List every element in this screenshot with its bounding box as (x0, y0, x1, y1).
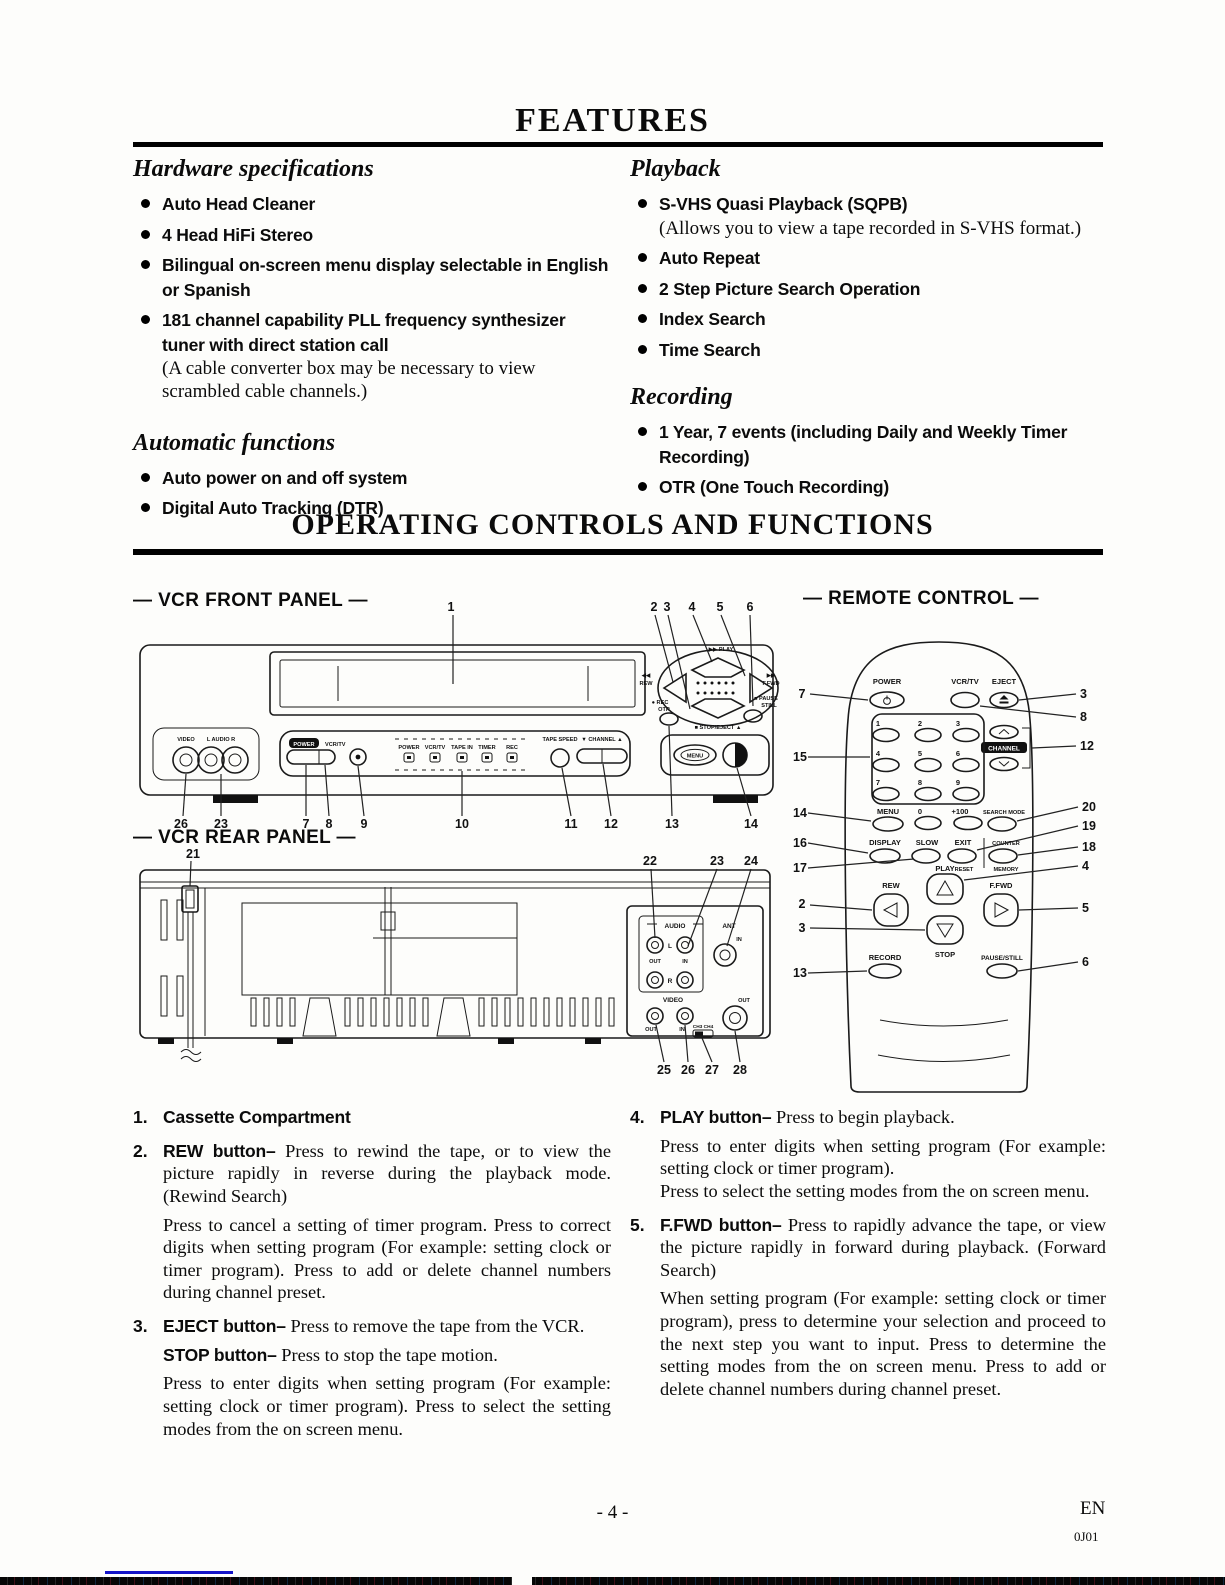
item-sublead: Press to stop the tape motion. (281, 1344, 498, 1365)
svg-text:4: 4 (1082, 859, 1089, 873)
svg-text:6: 6 (746, 600, 754, 614)
audio-l-in-jack (677, 937, 693, 953)
svg-text:VCR/TV: VCR/TV (325, 742, 346, 748)
list-item (630, 246, 1108, 271)
vcr-front-panel-diagram (133, 588, 783, 840)
rf-out-jack (723, 1006, 747, 1030)
playback-heading: Playback (630, 156, 721, 182)
svg-text:■ PAUSE: ■ PAUSE (754, 696, 778, 702)
remote-vcr-tv-button (951, 677, 979, 708)
svg-text:7: 7 (302, 817, 310, 831)
svg-text:R: R (667, 978, 673, 985)
antenna-in-jack (714, 944, 736, 966)
feature-label: S-VHS Quasi Playback (SQPB) (659, 194, 908, 214)
svg-text:12: 12 (1080, 739, 1094, 753)
item-title: REW button– (163, 1140, 276, 1161)
svg-text:6: 6 (955, 749, 961, 758)
svg-text:POWER: POWER (398, 745, 420, 751)
feature-label: Index Search (659, 309, 766, 330)
svg-text:OUT: OUT (649, 959, 661, 965)
svg-text:24: 24 (744, 854, 758, 868)
remote-eject-button (990, 677, 1018, 708)
list-item (630, 420, 1108, 469)
feature-label: 181 channel capability PLL frequency synthesizer tuner with direct station call (162, 310, 566, 355)
rear-jack-panel (627, 906, 763, 1037)
remote-counter-memory-button (984, 838, 1020, 873)
remote-transport-buttons (874, 864, 1018, 959)
svg-text:▶▶: ▶▶ (766, 673, 776, 679)
list-item (630, 192, 1108, 240)
menu-button (674, 745, 716, 765)
item-paragraph: When setting program (For example: setting clock or timer program), press to determine your selection and proceed to the next step you want to input. Press to determine the setting modes from the on screen menu. Press to add or delete channel numbers during channel preset. (660, 1288, 1106, 1399)
svg-text:AUDIO: AUDIO (664, 923, 686, 930)
item-number: 1. (133, 1107, 148, 1127)
svg-text:ANT: ANT (722, 923, 736, 930)
control-item-3 (133, 1315, 611, 1440)
chevron-down-icon (999, 762, 1009, 767)
list-item (133, 253, 611, 302)
feature-label: OTR (One Touch Recording) (659, 477, 889, 498)
remote-slow-button (912, 838, 940, 863)
channel-up-button (990, 726, 1018, 739)
key-8 (915, 788, 941, 801)
triangle-right-icon (995, 903, 1008, 917)
item-title: PLAY button– (660, 1107, 772, 1127)
svg-text:MENU: MENU (686, 753, 704, 760)
svg-text:REW: REW (639, 681, 653, 687)
front-bottom-callouts (174, 726, 758, 831)
svg-text:TIMER: TIMER (478, 745, 496, 751)
svg-text:5: 5 (1082, 901, 1089, 915)
remote-ffwd-button (984, 894, 1018, 926)
eject-icon (1000, 695, 1009, 704)
svg-text:9: 9 (360, 817, 368, 831)
features-title: FEATURES (515, 102, 710, 139)
svg-text:1: 1 (875, 719, 881, 728)
svg-text:VIDEO: VIDEO (662, 997, 684, 1004)
svg-text:OTR: OTR (658, 707, 670, 713)
svg-text:5: 5 (917, 749, 923, 758)
svg-text:0: 0 (917, 807, 923, 816)
features-right-column (630, 156, 1108, 506)
item-lead: Press to remove the tape from the VCR. (290, 1316, 585, 1336)
svg-text:4: 4 (688, 600, 696, 614)
remote-record-button (869, 953, 902, 978)
svg-text:14: 14 (793, 806, 807, 820)
svg-text:OUT: OUT (645, 1027, 657, 1033)
playback-list (630, 192, 1108, 362)
bullet-icon (638, 253, 647, 262)
transport-display-dots (697, 682, 735, 695)
hardware-list (133, 192, 611, 404)
item-subtitle: STOP button– (163, 1344, 277, 1365)
svg-text:VCR/TV: VCR/TV (424, 745, 446, 751)
rear-body (140, 870, 770, 1062)
svg-text:TAPE SPEED: TAPE SPEED (542, 737, 578, 743)
audio-r-in-jack (677, 972, 693, 988)
svg-text:12: 12 (604, 817, 618, 831)
bullet-icon (638, 482, 647, 491)
svg-text:25: 25 (657, 1063, 671, 1077)
list-item (630, 277, 1108, 302)
video-out-jack (647, 1008, 663, 1024)
svg-text:8: 8 (917, 778, 923, 787)
feature-label: Auto Head Cleaner (162, 194, 316, 214)
audio-r-out-jack (647, 972, 663, 988)
item-lead: Press to rapidly advance the tape, or view the picture rapidly in forward during playback. (Forward Search) (660, 1214, 1106, 1280)
chevron-up-icon (999, 730, 1009, 735)
svg-text:OUT: OUT (738, 998, 750, 1004)
list-item (133, 466, 611, 491)
blue-scan-mark (105, 1571, 233, 1574)
language-code: EN (1080, 1498, 1106, 1519)
bullet-icon (638, 284, 647, 293)
triangle-up-icon (937, 881, 953, 895)
svg-text:RESET: RESET (954, 867, 974, 873)
svg-text:27: 27 (705, 1063, 719, 1077)
svg-text:F.FWD: F.FWD (989, 881, 1013, 890)
triangle-down-icon (937, 924, 953, 937)
title-rule (133, 142, 1103, 147)
svg-text:4: 4 (875, 749, 881, 758)
svg-text:+100: +100 (951, 807, 969, 816)
controls-right-column (630, 1106, 1106, 1412)
svg-text:22: 22 (643, 854, 657, 868)
recording-heading: Recording (630, 384, 733, 411)
key-1 (873, 729, 899, 742)
list-item (133, 223, 611, 248)
document-code: 0J01 (1074, 1529, 1099, 1544)
remote-decor-line (880, 1020, 1008, 1026)
svg-text:PAUSE/STILL: PAUSE/STILL (981, 955, 1023, 962)
remote-stop-button (927, 916, 963, 944)
feature-label: Auto Repeat (659, 248, 760, 269)
front-body (140, 645, 780, 803)
display-indicators (395, 739, 525, 770)
remote-power-button (870, 677, 904, 708)
svg-text:● REC: ● REC (651, 700, 669, 706)
feature-label: Digital Auto Tracking (DTR) (162, 498, 384, 519)
key-0 (915, 817, 941, 830)
svg-text:3: 3 (798, 921, 806, 935)
svg-text:21: 21 (186, 847, 200, 861)
list-item (133, 308, 611, 404)
scan-edge-gap (512, 1577, 532, 1585)
rear-recess (242, 903, 517, 995)
rear-bottom-vents (251, 998, 614, 1036)
feature-label: Bilingual on-screen menu display selectable in English or Spanish (162, 255, 609, 300)
bullet-icon (638, 314, 647, 323)
svg-text:POWER: POWER (293, 742, 315, 748)
svg-text:2: 2 (650, 600, 658, 614)
controls-title: OPERATING CONTROLS AND FUNCTIONS (291, 508, 934, 541)
item-paragraph: Press to enter digits when setting program (For example: setting clock or timer program). (660, 1135, 1106, 1179)
remote-display-button (869, 838, 901, 863)
item-paragraph: Press to enter digits when setting program (For example: setting clock or timer program). Press to select the setting modes from the on screen menu. (163, 1373, 611, 1439)
features-left-column (133, 156, 611, 527)
feature-label: 1 Year, 7 events (including Daily and Weekly Timer Recording) (659, 422, 1068, 467)
svg-text:IN: IN (679, 1027, 685, 1033)
svg-text:28: 28 (733, 1063, 747, 1077)
svg-text:3: 3 (955, 719, 961, 728)
item-lead: Press to rewind the tape, or to view the picture rapidly in reverse during the playback mode. (Rewind Search) (163, 1140, 611, 1206)
rear-panel-heading: — VCR REAR PANEL — (133, 827, 356, 848)
svg-text:6: 6 (1082, 955, 1089, 969)
remote-menu-button (873, 807, 903, 831)
video-in-jack (173, 747, 199, 773)
channel-rocker (577, 737, 627, 763)
svg-text:STOP: STOP (934, 950, 956, 959)
remote-control-diagram (788, 628, 1128, 1098)
svg-text:◀◀: ◀◀ (641, 673, 651, 679)
front-top-callouts (448, 600, 754, 709)
page-number: - 4 - (596, 1502, 629, 1523)
front-jack-group (153, 728, 259, 780)
bullet-icon (141, 260, 150, 269)
automatic-heading: Automatic functions (133, 429, 336, 456)
stop-eject-button (692, 699, 744, 718)
svg-text:RECORD: RECORD (868, 953, 902, 962)
rear-feet (158, 1038, 601, 1044)
feature-label: Auto power on and off system (162, 467, 408, 488)
jog-dial (723, 743, 747, 767)
bullet-icon (638, 345, 647, 354)
power-icon (884, 696, 891, 705)
item-subtitle-line (163, 1344, 611, 1367)
svg-text:1: 1 (447, 600, 455, 614)
item-number: 3. (133, 1316, 148, 1336)
audio-l-jack (198, 747, 224, 773)
svg-text:11: 11 (564, 817, 578, 831)
cassette-compartment (270, 652, 645, 715)
play-button (692, 658, 744, 677)
remote-play-button (927, 874, 963, 904)
key-6 (953, 759, 979, 772)
svg-text:2: 2 (798, 897, 806, 911)
feature-label: 4 Head HiFi Stereo (162, 224, 314, 245)
svg-text:TAPE IN: TAPE IN (451, 745, 473, 751)
key-4 (873, 759, 899, 772)
audio-r-jack (222, 747, 248, 773)
svg-text:■ STOP/EJECT ▲: ■ STOP/EJECT ▲ (694, 725, 742, 731)
item-lead: Press to begin playback. (775, 1107, 955, 1127)
svg-text:▶▶ PLAY: ▶▶ PLAY (708, 647, 734, 653)
item-number: 4. (630, 1107, 645, 1127)
key-plus100 (954, 817, 982, 830)
svg-text:2: 2 (917, 719, 923, 728)
svg-text:5: 5 (716, 600, 724, 614)
svg-text:MEMORY: MEMORY (993, 867, 1019, 873)
svg-text:8: 8 (325, 817, 333, 831)
feature-label: Time Search (659, 339, 761, 360)
transport-cluster (639, 646, 779, 731)
svg-text:F.FWD: F.FWD (762, 681, 780, 687)
svg-text:EXIT: EXIT (954, 838, 972, 847)
remote-callouts-left (793, 687, 925, 980)
list-item (630, 475, 1108, 500)
svg-text:16: 16 (793, 836, 807, 850)
feature-note: (A cable converter box may be necessary to view scrambled cable channels.) (162, 358, 536, 402)
key-5 (915, 759, 941, 772)
power-button (287, 738, 346, 764)
key-7 (873, 788, 899, 801)
remote-sensor (350, 749, 366, 765)
item-paragraph: Press to cancel a setting of timer program. Press to correct digits when setting program (For example: setting clock or timer program). Press to add or delete channel numbers during channel preset. (163, 1214, 611, 1303)
svg-text:SLOW: SLOW (915, 838, 939, 847)
svg-text:L AUDIO R: L AUDIO R (206, 737, 236, 743)
svg-text:3: 3 (663, 600, 671, 614)
feature-label: 2 Step Picture Search Operation (659, 278, 921, 299)
remote-channel-buttons (981, 726, 1030, 771)
svg-text:MENU: MENU (876, 807, 900, 816)
remote-rew-button (874, 894, 908, 926)
control-item-4 (630, 1106, 1106, 1203)
control-item-1 (133, 1106, 611, 1129)
control-item-5 (630, 1214, 1106, 1401)
svg-text:REW: REW (882, 881, 900, 890)
svg-text:7: 7 (798, 687, 806, 701)
hardware-heading: Hardware specifications (133, 156, 374, 182)
svg-text:14: 14 (744, 817, 758, 831)
svg-text:26: 26 (174, 817, 188, 831)
bullet-icon (638, 199, 647, 208)
item-title: EJECT button– (163, 1316, 286, 1336)
audio-l-out-jack (647, 937, 663, 953)
bullet-icon (141, 315, 150, 324)
key-9 (953, 788, 979, 801)
list-item (630, 338, 1108, 363)
svg-text:▼ CHANNEL ▲: ▼ CHANNEL ▲ (581, 737, 623, 743)
scan-edge-artifact (0, 1577, 1225, 1585)
remote-pause-still-button (981, 955, 1023, 978)
svg-text:COUNTER: COUNTER (992, 841, 1020, 847)
triangle-left-icon (884, 903, 897, 917)
svg-text:23: 23 (214, 817, 228, 831)
front-right-section (661, 735, 769, 775)
control-item-2 (133, 1140, 611, 1304)
bullet-icon (141, 473, 150, 482)
vcr-rear-panel-diagram (133, 828, 783, 1080)
list-item (630, 307, 1108, 332)
feature-note: (Allows you to view a tape recorded in S-VHS format.) (659, 217, 1082, 239)
svg-text:SEARCH MODE: SEARCH MODE (983, 810, 1025, 816)
item-title: F.FWD button– (660, 1214, 782, 1235)
key-2 (915, 729, 941, 742)
svg-text:9: 9 (955, 778, 961, 787)
controls-rule (133, 549, 1103, 555)
bullet-icon (141, 230, 150, 239)
svg-text:CH3 CH4: CH3 CH4 (692, 1025, 714, 1030)
item-title: Cassette Compartment (163, 1107, 351, 1127)
svg-text:REC: REC (506, 745, 518, 751)
item-paragraph: Press to select the setting modes from the on screen menu. (660, 1180, 1090, 1201)
svg-text:26: 26 (681, 1063, 695, 1077)
front-panel-heading: — VCR FRONT PANEL — (133, 590, 368, 611)
rec-otr-button (660, 713, 678, 725)
svg-text:19: 19 (1082, 819, 1096, 833)
svg-text:13: 13 (793, 966, 807, 980)
video-in-jack (677, 1008, 693, 1024)
svg-text:20: 20 (1082, 800, 1096, 814)
svg-text:8: 8 (1080, 710, 1087, 724)
item-number: 2. (133, 1140, 148, 1161)
svg-text:CHANNEL: CHANNEL (988, 745, 1020, 753)
svg-text:POWER: POWER (872, 677, 902, 686)
rear-top-callouts (186, 847, 758, 946)
svg-text:VIDEO: VIDEO (177, 737, 195, 743)
remote-heading: — REMOTE CONTROL — (803, 588, 1039, 609)
remote-decor-line (878, 1055, 1010, 1062)
list-item (133, 192, 611, 217)
controls-left-column (133, 1106, 611, 1451)
svg-text:13: 13 (665, 817, 679, 831)
svg-text:STILL: STILL (761, 703, 777, 709)
bullet-icon (638, 427, 647, 436)
item-number: 5. (630, 1214, 645, 1235)
svg-text:7: 7 (875, 778, 881, 787)
svg-text:23: 23 (710, 854, 724, 868)
tape-speed-button (542, 737, 577, 767)
key-3 (953, 729, 979, 742)
power-cord (181, 886, 201, 1062)
svg-text:18: 18 (1082, 840, 1096, 854)
svg-text:10: 10 (455, 817, 469, 831)
svg-text:17: 17 (793, 861, 807, 875)
svg-text:PLAY: PLAY (935, 864, 955, 873)
svg-text:IN: IN (682, 959, 688, 965)
bullet-icon (141, 199, 150, 208)
svg-text:VCR/TV: VCR/TV (951, 677, 979, 686)
svg-text:15: 15 (793, 750, 807, 764)
svg-text:3: 3 (1080, 687, 1087, 701)
channel-down-button (990, 758, 1018, 771)
svg-text:DISPLAY: DISPLAY (869, 838, 901, 847)
recording-list (630, 420, 1108, 500)
svg-text:IN: IN (736, 937, 742, 943)
svg-text:L: L (668, 943, 672, 950)
rear-left-vents (161, 900, 183, 1016)
svg-text:EJECT: EJECT (991, 677, 1017, 686)
